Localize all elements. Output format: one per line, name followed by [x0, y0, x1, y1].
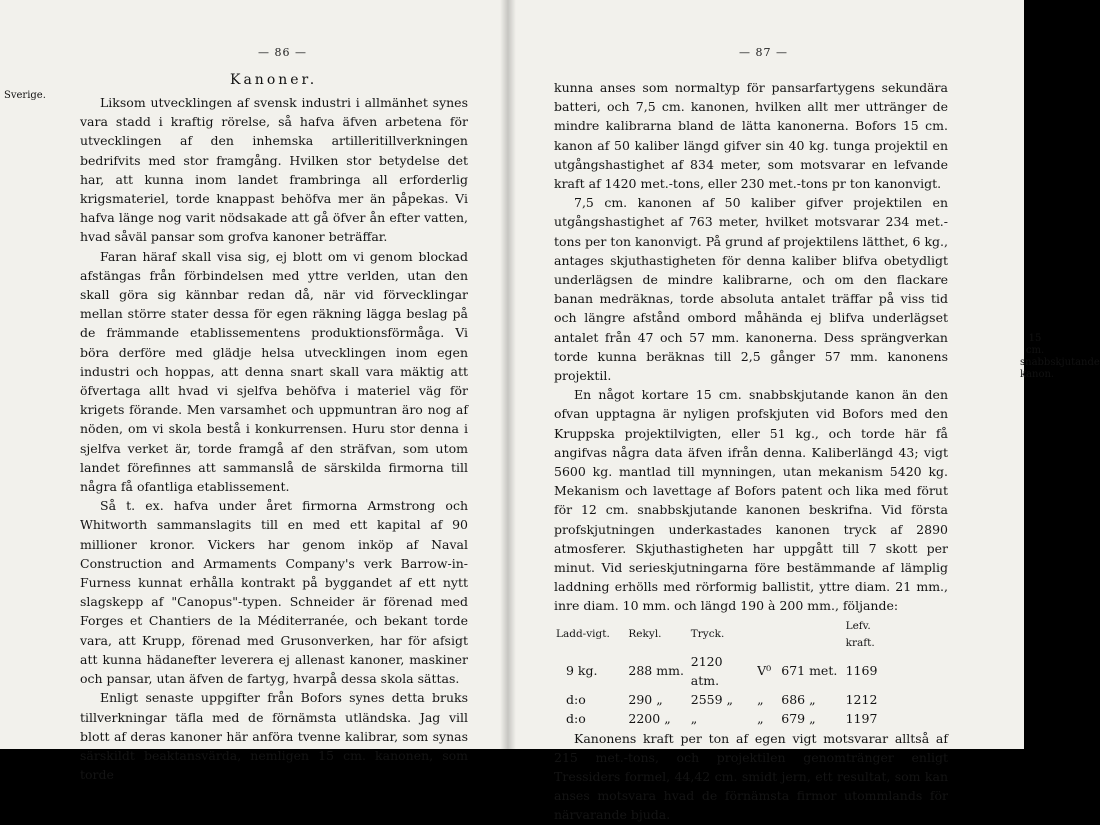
left-paragraph-3: Så t. ex. hafva under året firmorna Armstrong och Whitworth sammanslagits till en med ett kapital af 90 millioner kronor. Vickers har genom inköp af Naval Construction and Armaments Company's verk Barrow-in-Furness kunnat erhålla kontrakt på byggandet af ett nytt slagskepp af "Canopus"-typen. Schneider är förenad med Forges et Chantiers de la Méditerranée, och bekant torde vara, att Krupp, förenad med Grusonverken, har för afsigt att kunna hädanefter leverera ej allenast kanoner, maskiner och pansar, utan äfven de fartyg, hvarpå dessa skola sättas. [80, 498, 468, 687]
table-cell: 288 mm. [628, 663, 684, 679]
table-cell: 686 „ [781, 692, 816, 708]
table-cell: „ [690, 711, 698, 727]
table-cell [880, 652, 939, 690]
table-cell [880, 690, 939, 709]
table-cell: 1197 [845, 711, 878, 727]
table-header-cell: Ladd-vigt. [556, 628, 610, 641]
table-row [554, 652, 939, 690]
right-margin-note: 15 cm. snabbskjutande kanon. [1020, 333, 1100, 380]
right-paragraph-2: 7,5 cm. kanonen af 50 kaliber gifver projektilen en utgångshastighet af 763 meter, hvilket motsvarar 234 met.-tons per ton kanonvigt. På grund af projektilens lätthet, 6 kg., antages skjuthastigheten för denna kaliber blifva obetydligt underlägsen de mindre kalibrarne, och om den flackare banan medräknas, torde absoluta antalet träffar på viss tid och längre afstånd ombord måhända ej blifva underlägset antalet från 47 och 57 mm. kanonerna. Dess sprängverkan torde kunna beräknas till 2,5 gånger 57 mm. kanonens projektil. [554, 195, 948, 384]
table-cell: 679 „ [781, 711, 816, 727]
right-page [508, 0, 1100, 823]
left-text-block [80, 93, 468, 784]
left-paragraph-2: Faran häraf skall visa sig, ej blott om vi genom blockad afstängas från förbindelsen med yttre verlden, utan den skall göra sig kännbar redan då, när vid förvecklingar mellan större stater dessa för egen räkning lägga beslag på de främmande etablissementens produktionsförmåga. Vi böra derföre med glädje helsa utvecklingen inom egen industri och hoppas, att denna snart skall vara mäktig att öfvertaga allt hvad vi sjelfva behöfva i materiel väg för krigets förande. Men varsamhet och uppmuntran äro nog af nöden, om vi skola bestå i konkurrensen. Huru stor denna i sjelfva verket är, torde framgå af den sträfvan, som utom landet förefinnes att sammanslå de särskilda firmorna till några få ofantliga etablissement. [80, 248, 468, 495]
table-cell: 290 „ [628, 692, 663, 708]
table-cell: „ [757, 711, 764, 727]
table-cell [880, 709, 939, 728]
left-paragraph-1: Liksom utvecklingen af svensk industri i allmänhet synes vara stadd i kraftig rörelse, så hafva äfven arbetena för utvecklingen af den inhemska artilleritillverkningen bedrifvits med stor framgång. Hvilken stor betydelse det har, att kunna inom landet frambringa all erforderlig krigsmateriel, torde knappast behöfva mer än påpekas. Vi hafva länge nog varit nödsakade att gå öfver ån efter vatten, hvad såväl pansar som grofva kanoner beträffar. [80, 95, 468, 245]
book-gutter [500, 0, 516, 749]
table-cell: d:o [566, 711, 586, 727]
left-page [0, 0, 508, 783]
table-cell: d:o [566, 692, 586, 708]
table-header-cell [755, 618, 779, 652]
table-cell: 9 kg. [566, 663, 598, 679]
section-heading: Kanoner. [230, 72, 318, 88]
table-header-cell: Lefv. kraft. [845, 619, 875, 649]
table-cell: 1212 [845, 692, 878, 708]
left-margin-note: Sverige. [4, 90, 46, 101]
table-cell: 2559 „ [690, 692, 734, 708]
table-cell: 2120 atm. [690, 653, 723, 688]
table-cell: 2200 „ [628, 711, 671, 727]
table-cell: 1169 [845, 663, 878, 679]
table-header-cell: Rekyl. [628, 628, 662, 641]
firing-results-table [554, 618, 939, 729]
left-page-number: — 86 — [258, 46, 307, 59]
table-header-cell [880, 618, 939, 652]
table-row [554, 690, 939, 709]
right-text-block [554, 78, 948, 825]
right-paragraph-3: En något kortare 15 cm. snabbskjutande kanon än den ofvan upptagna är nyligen profskjuten vid Bofors med den Kruppska projektilvigten, eller 51 kg., och torde här få angifvas några data äfven ifrån denna. Kaliberlängd 43; vigt 5600 kg. mantlad till mynningen, utan mekanism 5420 kg. Mekanism och lavettage af Bofors patent och lika med förut för 12 cm. snabbskjutande kanonen beskrifna. Vid första profskjutningen underkastades kanonen tryck af 2890 atmosferer. Skjuthastigheten har uppgått till 7 skott per minut. Vid serieskjutningarna före bestämmande af lämplig laddning erhölls med rörformig ballistit, yttre diam. 21 mm., inre diam. 10 mm. och längd 190 à 200 mm., följande: [554, 387, 948, 614]
table-header-cell: Tryck. [690, 628, 725, 641]
table-cell: V⁰ [757, 663, 772, 679]
right-page-number: — 87 — [739, 46, 788, 59]
table-cell: 671 met. [781, 663, 838, 679]
right-paragraph-4: Kanonens kraft per ton af egen vigt motsvarar alltså af 215 met.-tons, och projektilen genomtränger enligt Tressiders formel, 44,42 cm. smidt jern, ett resultat, som kan anses motsvara hvad de förnämsta firmor utommlands för närvarande bjuda. [554, 730, 948, 823]
left-paragraph-4: Enligt senaste uppgifter från Bofors synes detta bruks tillverkningar täfla med de förnämsta utländska. Jag vill blott af deras kanoner här anföra tvenne kalibrar, som synas särskildt beaktansvärda, nemligen 15 cm. kanonen, som torde [80, 690, 468, 783]
table-header-row [554, 618, 939, 652]
right-paragraph-1: kunna anses som normaltyp för pansarfartygens sekundära batteri, och 7,5 cm. kanonen, hvilken allt mer uttränger de mindre kalibrarna bland de lätta kanonerna. Bofors 15 cm. kanon af 50 kaliber längd gifver sin 40 kg. tunga projektil en utgångshastighet af 834 meter, som motsvarar en lefvande kraft af 1420 met.-tons, eller 230 met.-tons pr ton kanonvigt. [554, 80, 948, 192]
table-row [554, 709, 939, 728]
table-cell: „ [757, 692, 764, 708]
table-header-cell [779, 618, 843, 652]
